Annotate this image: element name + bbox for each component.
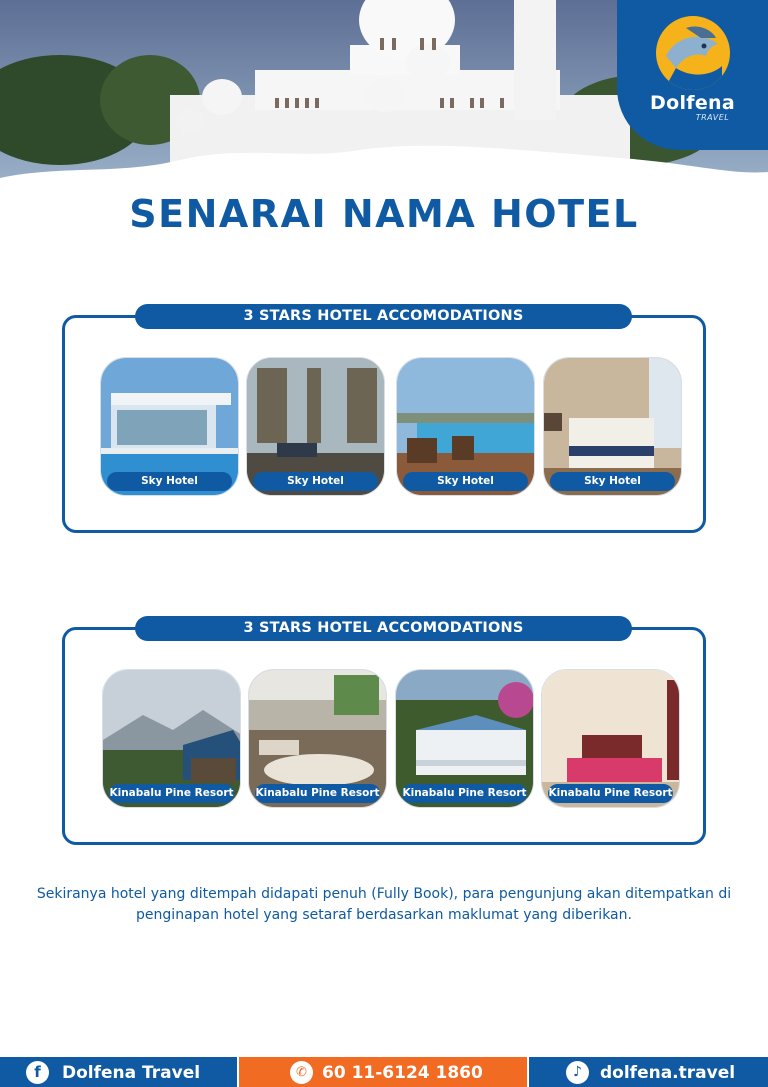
booking-note: Sekiranya hotel yang ditempah didapati penuh (Fully Book), para pengunjung akan ditempatkan di penginapan hotel yang setaraf berdasarkan maklumat yang diberikan. <box>36 886 732 923</box>
logo-subtitle: TRAVEL <box>695 113 730 122</box>
hotel-photo[interactable] <box>543 357 682 496</box>
brand-logo <box>617 0 768 150</box>
hotel-photo[interactable] <box>100 357 239 496</box>
photo-caption: Sky Hotel <box>107 472 232 491</box>
hotel-photo[interactable] <box>246 357 385 496</box>
photo-caption: Kinabalu Pine Resort <box>109 784 234 803</box>
photo-caption: Kinabalu Pine Resort <box>402 784 527 803</box>
footer <box>0 1057 768 1087</box>
phone-icon: ✆ <box>290 1061 313 1084</box>
hotel-photo[interactable] <box>248 669 387 808</box>
photo-caption: Sky Hotel <box>253 472 378 491</box>
tiktok-link[interactable] <box>529 1057 768 1087</box>
tiktok-icon: ♪ <box>566 1061 589 1084</box>
section-label: 3 STARS HOTEL ACCOMODATIONS <box>135 304 632 329</box>
photo-caption: Kinabalu Pine Resort <box>255 784 380 803</box>
facebook-icon: f <box>26 1061 49 1084</box>
hotel-photo[interactable] <box>396 357 535 496</box>
phone-text: 60 11-6124 1860 <box>322 1063 483 1083</box>
dolphin-icon <box>656 16 730 90</box>
photo-caption: Sky Hotel <box>550 472 675 491</box>
hotel-photo[interactable] <box>395 669 534 808</box>
facebook-text: Dolfena Travel <box>62 1063 201 1083</box>
hotel-photo[interactable] <box>541 669 680 808</box>
page-title: SENARAI NAMA HOTEL <box>129 192 639 236</box>
phone-link[interactable] <box>239 1057 527 1087</box>
logo-text: Dolfena <box>650 92 735 114</box>
facebook-link[interactable] <box>0 1057 237 1087</box>
photo-caption: Kinabalu Pine Resort <box>548 784 673 803</box>
section-label: 3 STARS HOTEL ACCOMODATIONS <box>135 616 632 641</box>
hotel-photo[interactable] <box>102 669 241 808</box>
photo-caption: Sky Hotel <box>403 472 528 491</box>
tiktok-text: dolfena.travel <box>600 1063 736 1083</box>
